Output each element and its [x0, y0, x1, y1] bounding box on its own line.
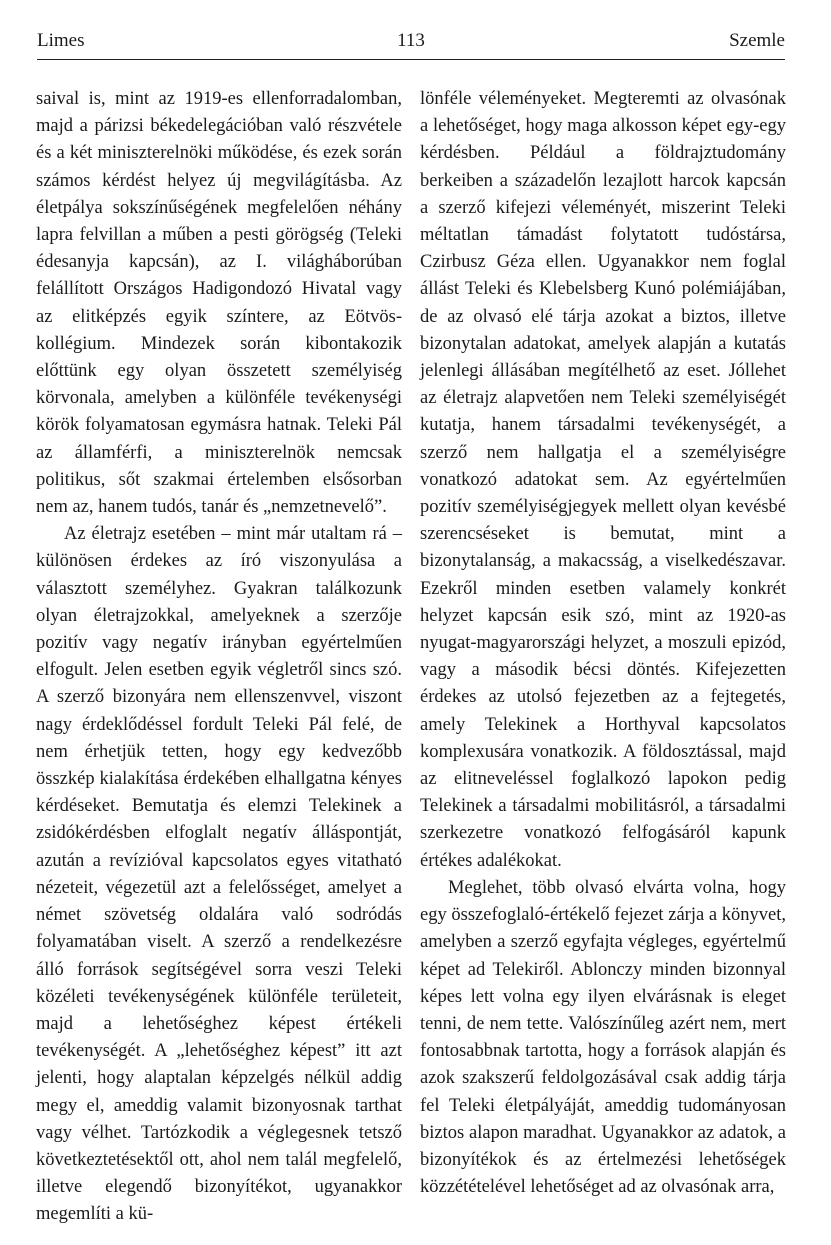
header-rule: [37, 59, 785, 60]
left-paragraph-2: Az életrajz esetében – mint már utaltam rá – különösen érdekes az író viszonyulása a választott személyhez. Gyakran találkozunk olyan életrajzokkal, amelyeknek a szerzője pozitív vagy negatív irányban egyértelműen elfogult. Jelen esetben egyik végletről sincs szó. A szerző bizonyára nem ellenszenvvel, viszont nagy érdeklődéssel fordult Teleki Pál felé, de nem érhetjük tetten, hogy egy kedvezőbb összkép kialakítása érdekében elhallgatna kényes kérdéseket. Bemutatja és elemzi Telekinek a zsidókérdésben elfoglalt negatív álláspontját, azután a revízióval kapcsolatos egyes vitatható nézeteit, végezetül azt a felelősséget, amelyet a német szövetség oldalára való sodródás folyamatában viselt. A szerző a rendelkezésre álló források segítségével sorra veszi Teleki közéleti tevékenységének különféle területeit, majd a lehetőséghez képest értékeli tevékenységét. A „lehetőséghez képest” itt azt jelenti, hogy alaptalan képzelgés nélkül addig megy el, ameddig valamit bizonyosnak tarthat vagy vélhet. Tartózkodik a véglegesnek tetsző következtetésektől ott, ahol nem talál megfelelő, illetve elegendő bizonyítékot, ugyanakkor megemlíti a kü-: [36, 524, 402, 1225]
left-paragraph-1: saival is, mint az 1919-es ellenforradalomban, majd a párizsi békedelegációban való részvétele és a két miniszterelnöki működése, és ezek során számos kérdést helyez új megvilágításba. Az életpálya sokszínűségének megfelelően néhány lapra felvillan a műben a pesti görögség (Teleki édesanyja kapcsán), az I. világháborúban felállított Országos Hadigondozó Hivatal vagy az elitképzés egyik színtere, az Eötvös-kollégium. Mindezek során kibontakozik előttünk egy olyan összetett személyiség körvonala, amelyben a különféle tevékenységi körök folyamatosan egymásra hatnak. Teleki Pál az államférfi, a miniszterelnök nemcsak politikus, sőt szakmai értelemben elsősorban nem az, hanem tudós, tanár és „nemzetnevelő”.: [36, 89, 402, 518]
left-column: [36, 86, 402, 1229]
right-paragraph-1: lönféle véleményeket. Megteremti az olvasónak a lehetőséget, hogy maga alkosson képet egy-egy kérdésben. Például a földrajztudomány berkeiben a századelőn lezajlott harcok kapcsán a szerző kifejezi véleményét, miszerint Teleki méltatlan támadást folytatott tudóstársa, Czirbusz Géza ellen. Ugyanakkor nem foglal állást Teleki és Klebelsberg Kunó polémiájában, de az olvasó elé tárja azokat a biztos, illetve bizonytalan adatokat, amelyek alapján a kutatás jelenlegi állásában megítélhető az eset. Jóllehet az életrajz alapvetően nem Teleki személyiségét kutatja, hanem társadalmi tevékenységét, a szerző nem hallgatja el a személyiségre vonatkozó adatokat sem. Az egyértelműen pozitív személyiségjegyek mellett olyan kevésbé szerencséseket is bemutat, mint a bizonytalanság, a makacsság, a viselkedészavar. Ezekről minden esetben valamely konkrét helyzet kapcsán esik szó, mint az 1920-as nyugat-magyarországi helyzet, a moszuli epizód, vagy a második bécsi döntés. Kifejezetten érdekes az utolsó fejezetben az a fejtegetés, amely Telekinek a Horthyval kapcsolatos komplexusára vonatkozik. A földosztással, majd az elitneveléssel foglalkozó lapokon pedig Telekinek a társadalmi mobilitásról, a társadalmi szerkezetre vonatkozó felfogásáról kapunk értékes adalékokat.: [420, 89, 786, 871]
page-number: 113: [397, 30, 425, 51]
right-paragraph-2: Meglehet, több olvasó elvárta volna, hogy egy összefoglaló-értékelő fejezet zárja a könyvet, amelyben a szerző egyfajta végleges, egyértelmű képet ad Telekiről. Ablonczy minden bizonnyal képes lett volna egy ilyen elvárásnak is eleget tenni, de nem tette. Valószínűleg azért nem, mert fontosabbnak tartotta, hogy a források alapján és azok szakszerű feldolgozásával csak addig tárja fel Teleki életpályáját, ameddig tudományosan biztos alapon maradhat. Ugyanakkor az adatok, a bizonyítékok és az értelmezési lehetőségek közzétételével lehetőséget ad az olvasónak arra,: [420, 877, 786, 1198]
right-column: [420, 86, 786, 1201]
journal-title: Limes: [37, 30, 85, 51]
section-title: Szemle: [729, 30, 785, 51]
running-header: [37, 30, 785, 52]
